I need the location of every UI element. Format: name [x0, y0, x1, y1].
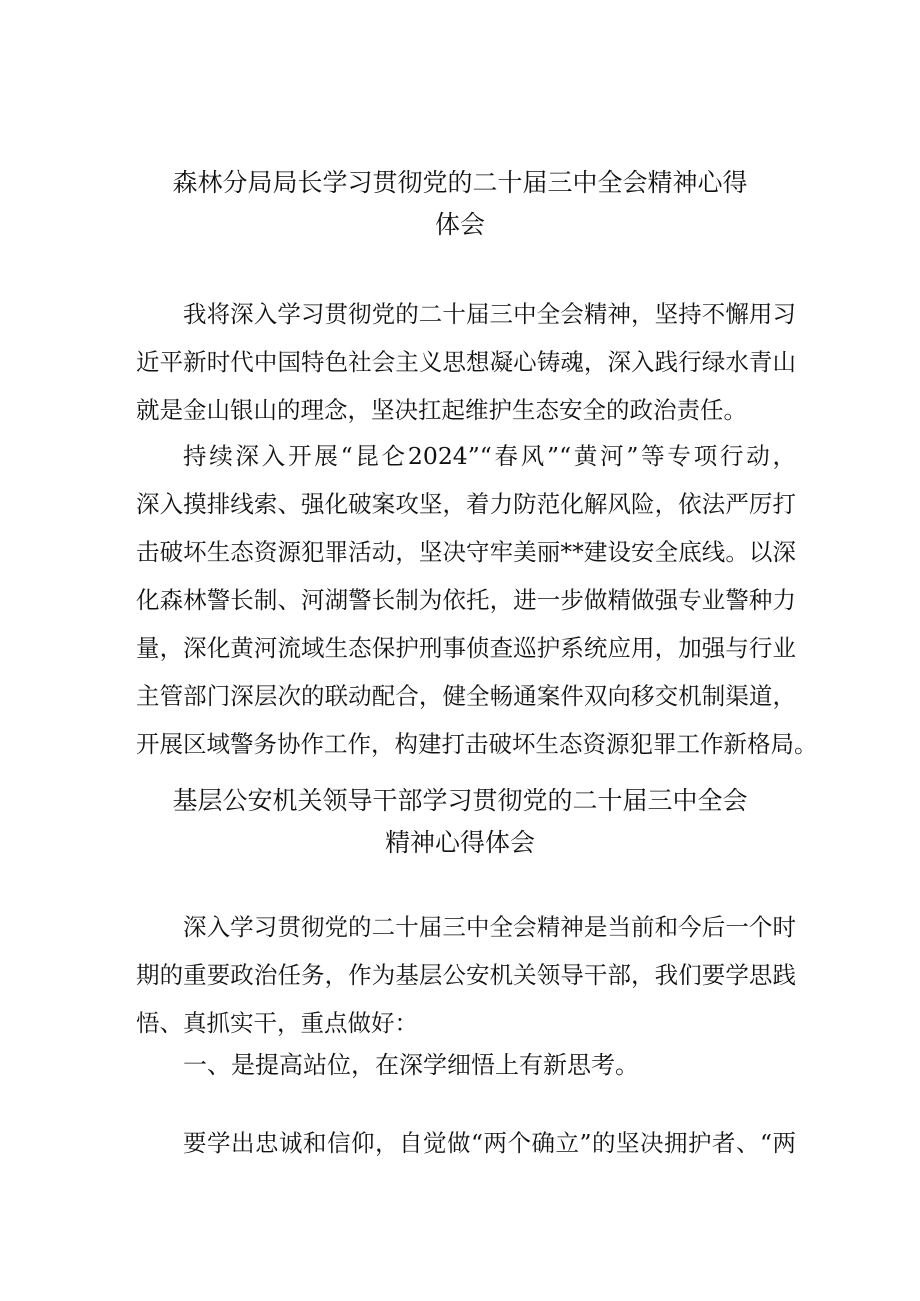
text-line: 击破坏生态资源犯罪活动，坚决守牢美丽**建设安全底线。以深: [136, 538, 796, 566]
text-line: 期的重要政治任务，作为基层公安机关领导干部，我们要学思践: [136, 961, 796, 989]
article-1-title-line-1: 森林分局局长学习贯彻党的二十届三中全会精神心得: [172, 168, 748, 197]
text-line: 就是金山银山的理念，坚决扛起维护生态安全的政治责任。: [136, 396, 747, 424]
text-line: 悟、真抓实干，重点做好：: [136, 1009, 418, 1037]
text-line: 深入摸排线索、强化破案攻坚，着力防范化解风险，依法严厉打: [136, 490, 796, 518]
article-2-title: [120, 780, 800, 864]
text-line: 持续深入开展“昆仑2024”“春风”“黄河”等专项行动，: [183, 442, 796, 470]
article-2-intro-paragraph: [136, 903, 796, 1047]
article-2-title-line-1: 基层公安机关领导干部学习贯彻党的二十届三中全会: [172, 786, 748, 815]
article-1-paragraph-2: [136, 432, 818, 768]
text-line: 主管部门深层次的联动配合，健全畅通案件双向移交机制渠道，: [136, 682, 796, 710]
article-1-title-line-2: 体会: [434, 210, 485, 239]
article-2-title-line-2: 精神心得体会: [384, 828, 535, 857]
text-line: 深入学习贯彻党的二十届三中全会精神是当前和今后一个时: [183, 913, 796, 941]
text-line: 化森林警长制、河湖警长制为依托，进一步做精做强专业警种力: [136, 586, 796, 614]
article-1-title: [120, 162, 800, 246]
text-line: 量，深化黄河流域生态保护刑事侦查巡护系统应用，加强与行业: [136, 634, 796, 662]
section-1-heading: 一、是提高站位，在深学细悟上有新思考。: [183, 1051, 639, 1079]
article-1-paragraph-1: [136, 290, 796, 434]
text-line: 我将深入学习贯彻党的二十届三中全会精神，坚持不懈用习: [183, 300, 796, 328]
text-line: 要学出忠诚和信仰，自觉做“两个确立”的坚决拥护者、“两: [183, 1129, 796, 1157]
text-line: 开展区域警务协作工作，构建打击破坏生态资源犯罪工作新格局。: [136, 730, 818, 758]
text-line: 近平新时代中国特色社会主义思想凝心铸魂，深入践行绿水青山: [136, 348, 796, 376]
section-1-paragraph: [136, 1119, 796, 1167]
